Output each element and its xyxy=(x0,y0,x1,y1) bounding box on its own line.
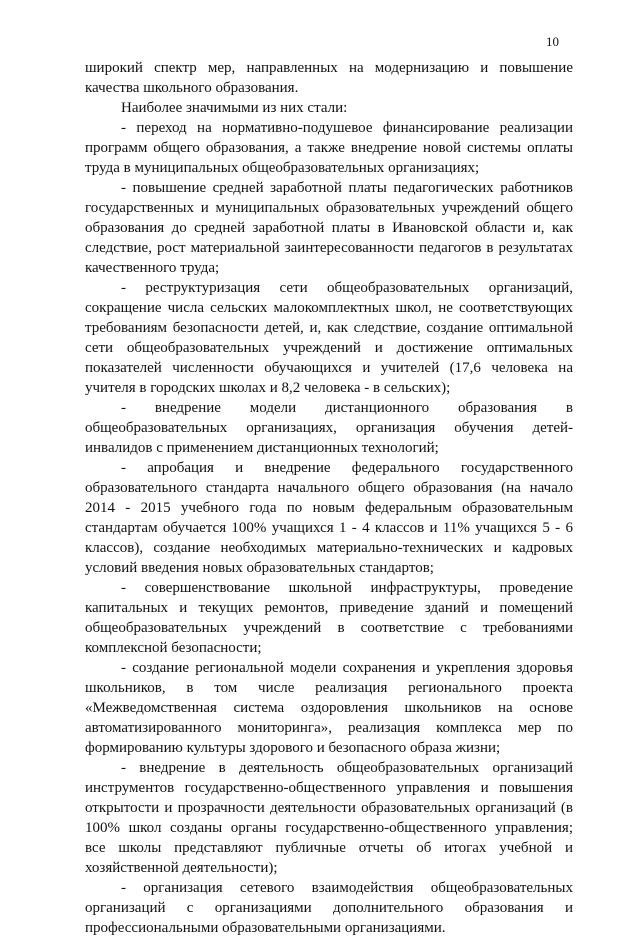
text-line: «Межведомственная система оздоровления школьников на основе xyxy=(85,700,573,716)
text-line: - организация сетевого взаимодействия общеобразовательных xyxy=(121,880,573,896)
text-line: - совершенствование школьной инфраструктуры, проведение xyxy=(121,580,573,596)
text-line: 2014 - 2015 учебного года по новым федеральным образовательным xyxy=(85,500,573,516)
text-line: организаций с организациями дополнительного образования и xyxy=(85,900,573,916)
text-line: общеобразовательных организациях, организация обучения детей- xyxy=(85,420,573,436)
text-line: качественного труда; xyxy=(85,260,220,276)
text-line: - реструктуризация сети общеобразовательных организаций, xyxy=(121,280,573,296)
text-line: показателей численности обучающихся и учителей (17,6 человека на xyxy=(85,360,573,376)
document-body xyxy=(85,58,573,938)
text-line: - повышение средней заработной платы педагогических работников xyxy=(121,180,573,196)
text-line: образования до средней заработной платы в Ивановской области и, как xyxy=(85,220,573,236)
text-line: сокращение числа сельских малокомплектных школ, не соответствующих xyxy=(85,300,573,316)
text-line: классов), создание необходимых материально-технических и кадровых xyxy=(85,540,573,556)
text-line: формированию культуры здорового и безопасного образа жизни; xyxy=(85,740,501,756)
text-line: автоматизированного мониторинга», реализация комплекса мер по xyxy=(85,720,573,736)
text-line: открытости и прозрачности деятельности образовательных организаций (в xyxy=(85,800,573,816)
text-line: - апробация и внедрение федерального государственного xyxy=(121,460,573,476)
text-line: профессиональными образовательными организациями. xyxy=(85,920,446,936)
text-line: общеобразовательных учреждений в соответствие с требованиями xyxy=(85,620,573,636)
text-line: капитальных и текущих ремонтов, приведение зданий и помещений xyxy=(85,600,573,616)
page-number: 10 xyxy=(546,34,559,49)
text-line: качества школьного образования. xyxy=(85,80,299,96)
text-line: сети общеобразовательных учреждений и достижение оптимальных xyxy=(85,340,573,356)
text-line: образовательного стандарта начального общего образования (на начало xyxy=(85,480,573,496)
text-line: инструментов государственно-общественного управления и повышения xyxy=(85,780,573,796)
text-line: хозяйственной деятельности); xyxy=(85,860,278,876)
text-line: 100% школ созданы органы государственно-общественного управления; xyxy=(85,820,573,836)
text-line: следствие, рост материальной заинтересованности педагогов в результатах xyxy=(85,240,573,256)
text-line: государственных и муниципальных образовательных учреждений общего xyxy=(85,200,573,216)
text-line: Наиболее значимыми из них стали: xyxy=(121,100,348,116)
text-line: школьников, в том числе реализация регионального проекта xyxy=(85,680,573,696)
text-line: комплексной безопасности; xyxy=(85,640,262,656)
text-line: условий введения новых образовательных стандартов; xyxy=(85,560,434,576)
text-line: инвалидов с применением дистанционных технологий; xyxy=(85,440,439,456)
text-line: - внедрение модели дистанционного образования в xyxy=(121,400,573,416)
text-line: стандартам обучается 100% учащихся 1 - 4 классов и 11% учащихся 5 - 6 xyxy=(85,520,573,536)
text-line: учителя в городских школах и 8,2 человека - в сельских); xyxy=(85,380,451,396)
text-line: - создание региональной модели сохранения и укрепления здоровья xyxy=(121,660,573,676)
text-line: программ общего образования, а также внедрение новой системы оплаты xyxy=(85,140,573,156)
text-line: - переход на нормативно-подушевое финансирование реализации xyxy=(121,120,573,136)
text-line: требованиям безопасности детей, и, как следствие, создание оптимальной xyxy=(85,320,573,336)
text-line: широкий спектр мер, направленных на модернизацию и повышение xyxy=(85,60,573,76)
text-line: все школы представляют публичные отчеты об итогах учебной и xyxy=(85,840,573,856)
text-line: - внедрение в деятельность общеобразовательных организаций xyxy=(121,760,573,776)
text-line: труда в муниципальных общеобразовательных организациях; xyxy=(85,160,480,176)
